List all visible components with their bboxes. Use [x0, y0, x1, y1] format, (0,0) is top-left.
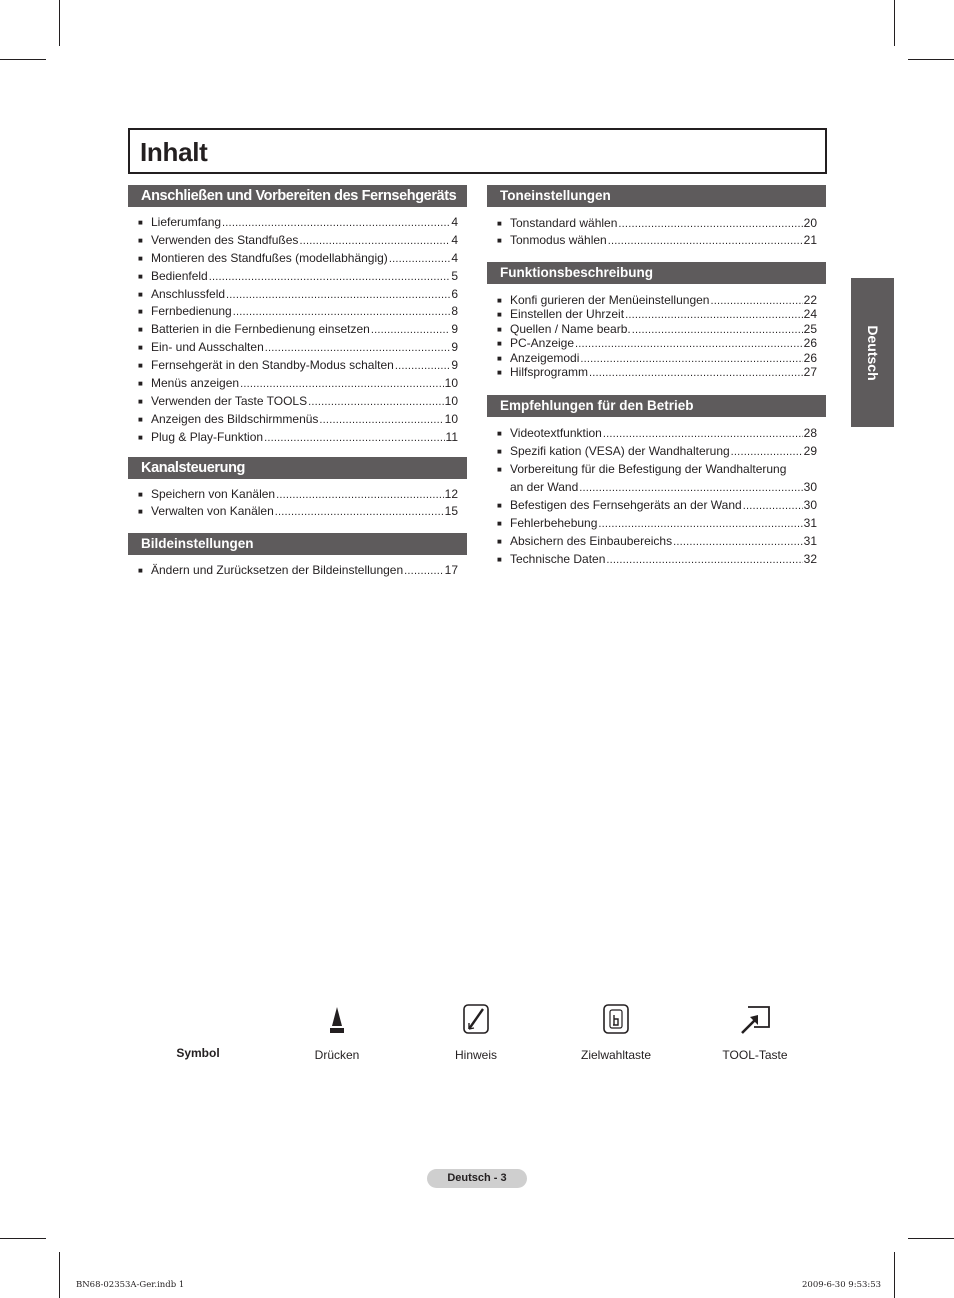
section-heading: Funktionsbeschreibung [487, 262, 826, 284]
toc-entry[interactable] [497, 336, 817, 350]
toc-entry[interactable] [138, 304, 458, 322]
crop-mark [0, 59, 46, 60]
toc-entry-label: Batterien in die Fernbedienung einsetzen [151, 322, 370, 337]
toc-entry-label: an der Wand [510, 480, 579, 495]
leader-dots [209, 271, 451, 283]
section-heading: Bildeinstellungen [128, 533, 467, 555]
toc-entry-label: Verwenden des Standfußes [151, 232, 299, 247]
toc-entry-page: 4 [451, 232, 458, 247]
toc-entry[interactable] [138, 394, 458, 412]
toc-list [487, 426, 826, 569]
toc-entry-label: Absichern des Einbaubereichs [510, 533, 673, 548]
toc-entry-label: PC-Anzeige [510, 336, 575, 351]
toc-entry-page: 28 [803, 426, 817, 441]
toc-entry-label: Lieferumfang [151, 215, 222, 229]
toc-entry-page: 27 [803, 364, 817, 379]
toc-entry-page: 20 [803, 216, 817, 230]
toc-entry[interactable] [497, 351, 817, 365]
toc-entry-page: 15 [444, 504, 458, 519]
bullet-icon: ■ [138, 414, 143, 424]
toc-entry-label: Tonstandard wählen [510, 216, 618, 230]
crop-mark [908, 1238, 954, 1239]
bullet-icon: ■ [497, 296, 502, 305]
crop-mark [894, 1252, 895, 1298]
legend-item-press [277, 1000, 397, 1062]
toc-entry-label: Fernsehgerät in den Standby-Modus schalten [151, 358, 394, 373]
bullet-icon: ■ [497, 236, 502, 245]
toc-right-column [487, 185, 826, 569]
bullet-icon: ■ [138, 489, 143, 499]
toc-entry-page: 9 [451, 340, 458, 355]
toc-entry-label: Plug & Play-Funktion [151, 429, 264, 444]
legend-caption: Drücken [314, 1048, 360, 1062]
page-title: Inhalt [140, 137, 208, 167]
toc-list [487, 293, 826, 379]
leader-dots [632, 324, 803, 336]
toc-entry-label: Anschlussfeld [151, 286, 226, 301]
leader-dots [710, 295, 802, 307]
toc-entry-page: 31 [803, 533, 817, 548]
toc-entry[interactable] [138, 563, 458, 581]
toc-entry-label: Ändern und Zurücksetzen der Bildeinstellungen [151, 563, 404, 578]
print-slug-date: 2009-6-30 9:53:53 [802, 1280, 882, 1290]
toc-entry[interactable] [497, 426, 817, 444]
leader-dots [233, 306, 451, 318]
bullet-icon: ■ [497, 554, 502, 564]
toc-entry[interactable] [138, 487, 458, 505]
toc-entry-page: 26 [803, 350, 817, 365]
bullet-icon: ■ [138, 361, 143, 371]
toc-entry-label: Fernbedienung [151, 304, 232, 319]
legend-caption: TOOL-Taste [722, 1048, 788, 1062]
toc-entry-label: Fehlerbehebung [510, 515, 598, 530]
crop-mark [59, 1252, 60, 1298]
toc-entry-page: 32 [803, 551, 817, 566]
bullet-icon: ■ [138, 253, 143, 263]
toc-entry-page: 9 [451, 322, 458, 337]
toc-entry-label: Hilfsprogramm [510, 364, 589, 379]
crop-mark [894, 0, 895, 46]
toc-list [128, 563, 467, 581]
bullet-icon: ■ [497, 219, 502, 228]
page-number-badge: Deutsch - 3 [427, 1169, 527, 1188]
toc-entry-page: 8 [451, 304, 458, 319]
leader-dots [618, 218, 802, 230]
leader-dots [275, 506, 444, 518]
symbol-legend-label: Symbol [176, 1046, 220, 1060]
toc-entry-label: Montieren des Standfußes (modellabhängig) [151, 250, 388, 265]
bullet-icon: ■ [497, 518, 502, 528]
bullet-icon: ■ [138, 507, 143, 517]
toc-entry-page: 10 [444, 393, 458, 408]
leader-dots [222, 217, 450, 229]
toc-entry[interactable] [138, 251, 458, 269]
section-heading: Empfehlungen für den Betrieb [487, 395, 826, 417]
bullet-icon: ■ [138, 218, 143, 227]
toc-entry-page: 31 [803, 515, 817, 530]
toc-entry[interactable] [138, 233, 458, 251]
leader-dots [608, 235, 803, 247]
bullet-icon: ■ [497, 310, 502, 320]
toc-entry-page: 11 [445, 429, 458, 444]
toc-entry[interactable] [138, 504, 458, 522]
toc-entry[interactable] [497, 534, 817, 552]
press-icon [277, 1000, 397, 1038]
bullet-icon: ■ [138, 379, 143, 389]
crop-mark [59, 0, 60, 46]
language-tab-label: Deutsch [864, 324, 881, 381]
toc-entry[interactable] [138, 215, 458, 233]
bullet-icon: ■ [497, 339, 502, 349]
toc-left-column [128, 185, 467, 581]
toc-entry-page: 10 [444, 411, 458, 426]
toc-entry-page: 25 [803, 321, 817, 336]
toc-entry[interactable] [497, 322, 817, 336]
toc-entry-page: 29 [803, 444, 817, 459]
toc-entry[interactable] [497, 516, 817, 534]
toc-entry-page: 4 [451, 250, 458, 265]
toc-entry-page: 6 [451, 286, 458, 301]
toc-entry-page: 22 [803, 293, 817, 307]
toc-entry-page: 12 [444, 486, 458, 501]
toc-entry-page: 24 [803, 307, 817, 322]
toc-entry-label: Verwenden der Taste TOOLS [151, 393, 308, 408]
toc-entry-page: 30 [803, 497, 817, 512]
section-heading: Toneinstellungen [487, 185, 826, 207]
leader-dots [589, 367, 803, 379]
leader-dots [579, 482, 802, 494]
toc-entry-page: 5 [451, 268, 458, 283]
page-title-box [128, 128, 827, 174]
toc-entry-label: Bedienfeld [151, 268, 208, 283]
tool-icon [695, 1000, 815, 1038]
leader-dots [743, 500, 803, 512]
note-icon [416, 1000, 536, 1038]
leader-dots [603, 428, 803, 440]
toc-entry-label: Einstellen der Uhrzeit [510, 307, 625, 322]
leader-dots [575, 338, 803, 350]
toc-entry-label: Vorbereitung für die Befestigung der Wandhalterung [510, 462, 787, 477]
toc-entry[interactable] [497, 293, 817, 307]
toc-entry[interactable] [138, 340, 458, 358]
toc-entry-continuation[interactable] [497, 480, 817, 498]
bullet-icon: ■ [138, 396, 143, 406]
toc-entry[interactable] [138, 322, 458, 340]
toc-entry-label: Konfi gurieren der Menüeinstellungen [510, 293, 710, 307]
bullet-icon: ■ [138, 432, 143, 442]
language-tab [851, 278, 894, 427]
toc-entry-label: Anzeigemodi [510, 350, 580, 365]
bullet-icon: ■ [138, 307, 143, 317]
toc-entry-label: Verwalten von Kanälen [151, 504, 274, 519]
bullet-icon: ■ [497, 536, 502, 546]
toc-entry[interactable] [497, 365, 817, 379]
crop-mark [0, 1238, 46, 1239]
toc-entry-label: Anzeigen des Bildschirmmenüs [151, 411, 319, 426]
leader-dots [404, 565, 443, 577]
toc-entry[interactable] [497, 552, 817, 570]
leader-dots [371, 324, 450, 336]
bullet-icon: ■ [138, 235, 143, 245]
toc-entry[interactable] [138, 269, 458, 287]
bullet-icon: ■ [138, 289, 143, 299]
toc-entry[interactable] [497, 462, 817, 480]
leader-dots [226, 289, 450, 301]
toc-entry-label: Spezifi kation (VESA) der Wandhalterung [510, 444, 730, 459]
toc-entry-label: Speichern von Kanälen [151, 486, 276, 501]
leader-dots [319, 414, 443, 426]
bullet-icon: ■ [497, 447, 502, 457]
leader-dots [308, 396, 444, 408]
leader-dots [389, 253, 451, 265]
bullet-icon: ■ [497, 465, 502, 475]
leader-dots [731, 446, 803, 458]
bullet-icon: ■ [497, 500, 502, 510]
bullet-icon: ■ [138, 271, 143, 281]
toc-entry-page: 21 [803, 233, 817, 247]
toc-list [487, 216, 826, 250]
legend-caption: Hinweis [454, 1048, 497, 1062]
toc-entry-page: 10 [444, 376, 458, 391]
toc-list [128, 487, 467, 523]
toc-entry-label: Ein- und Ausschalten [151, 340, 264, 355]
legend-item-note [416, 1000, 536, 1062]
bullet-icon: ■ [497, 324, 502, 334]
toc-entry-label: Videotextfunktion [510, 426, 602, 441]
toc-entry[interactable] [138, 287, 458, 305]
toc-entry[interactable] [497, 233, 817, 250]
leader-dots [606, 554, 802, 566]
leader-dots [264, 432, 444, 444]
legend-item-one-touch [556, 1000, 676, 1062]
crop-mark [908, 59, 954, 60]
bullet-icon: ■ [138, 343, 143, 353]
toc-entry[interactable] [497, 307, 817, 321]
leader-dots [625, 309, 803, 321]
leader-dots [299, 235, 450, 247]
toc-entry-label: Quellen / Name bearb. [510, 321, 631, 336]
toc-entry[interactable] [138, 358, 458, 376]
leader-dots [580, 353, 802, 365]
legend-caption: Zielwahltaste [580, 1048, 652, 1062]
symbol-legend [160, 1000, 820, 1070]
toc-entry-label: Befestigen des Fernsehgeräts an der Wand [510, 497, 742, 512]
bullet-icon: ■ [497, 353, 502, 363]
bullet-icon: ■ [497, 367, 502, 377]
toc-entry-page: 30 [803, 480, 817, 495]
bullet-icon: ■ [138, 325, 143, 335]
toc-entry-page: 9 [451, 358, 458, 373]
one-touch-icon [556, 1000, 676, 1038]
toc-entry[interactable] [497, 216, 817, 233]
toc-entry[interactable] [497, 498, 817, 516]
leader-dots [276, 489, 444, 501]
leader-dots [265, 342, 451, 354]
section-heading: Anschließen und Vorbereiten des Fernsehgeräts [128, 185, 467, 207]
bullet-icon: ■ [138, 566, 143, 576]
toc-entry-label: Tonmodus wählen [510, 233, 607, 247]
toc-entry-page: 17 [444, 563, 458, 578]
print-slug-file: BN68-02353A-Ger.indb 1 [76, 1280, 185, 1290]
toc-entry-label: Menüs anzeigen [151, 376, 240, 391]
toc-entry[interactable] [138, 430, 458, 448]
bullet-icon: ■ [497, 429, 502, 439]
toc-list [128, 215, 467, 448]
toc-entry[interactable] [138, 376, 458, 394]
leader-dots [598, 518, 802, 530]
toc-entry-page: 26 [803, 336, 817, 351]
section-heading: Kanalsteuerung [128, 457, 467, 479]
toc-entry-page: 4 [451, 215, 458, 229]
toc-entry[interactable] [497, 444, 817, 462]
legend-item-tool [695, 1000, 815, 1062]
leader-dots [673, 536, 803, 548]
leader-dots [395, 360, 451, 372]
toc-entry-label: Technische Daten [510, 551, 606, 566]
leader-dots [240, 378, 444, 390]
toc-entry[interactable] [138, 412, 458, 430]
